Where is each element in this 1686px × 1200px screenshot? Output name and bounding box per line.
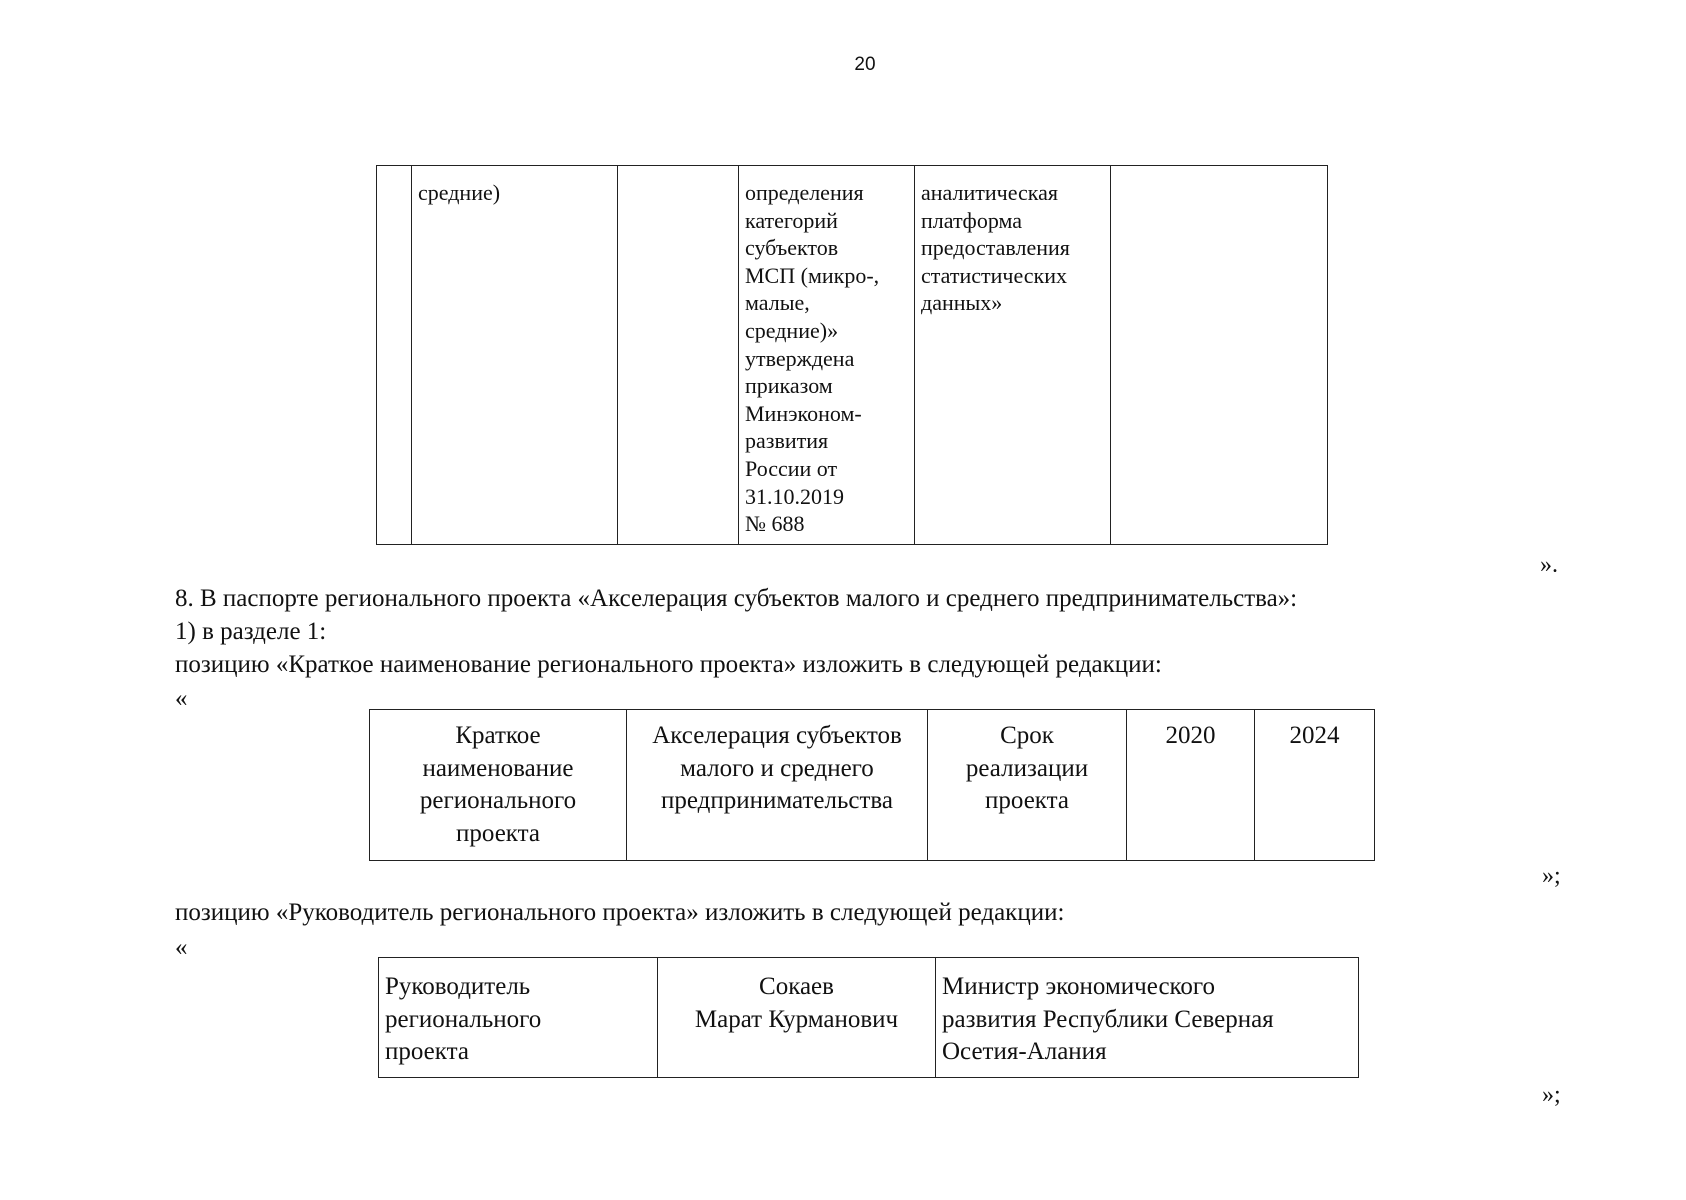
cell-line: утверждена (745, 345, 855, 371)
closing-quote: ». (1540, 552, 1558, 578)
table-cell-start-year: 2020 (1127, 710, 1255, 861)
cell-line: России от (745, 455, 838, 481)
cell-line: проекта (385, 1038, 469, 1065)
cell-line: средние)» (745, 317, 839, 343)
table-cell-empty (1111, 166, 1328, 545)
table-cell-methodology (739, 166, 915, 545)
opening-quote: « (175, 934, 188, 961)
section-heading: 8. В паспорте регионального проекта «Акселерация субъектов малого и среднего предпринимательства»: (175, 585, 1298, 612)
table-cell-category (412, 166, 618, 545)
cell-line: предоставления (921, 235, 1070, 261)
cell-line: Сокаев (759, 973, 834, 1000)
cell-line: Министр экономического (942, 973, 1216, 1000)
cell-line: субъектов (745, 235, 839, 261)
opening-quote: « (175, 685, 188, 712)
closing-quote: »; (1542, 1082, 1561, 1108)
cell-line: платформа (921, 207, 1023, 233)
page-number: 20 (854, 54, 876, 75)
cell-line: средние) (418, 180, 501, 205)
table-cell-empty (618, 166, 739, 545)
table-cell-position (936, 958, 1359, 1078)
table-row (377, 166, 1328, 545)
short-name-table (369, 709, 1375, 861)
cell-line: определения (745, 180, 864, 205)
subsection-heading: 1) в разделе 1: (175, 618, 327, 645)
cell-line: регионального (419, 787, 577, 814)
cell-line: Минэконом- (745, 400, 862, 426)
cell-line: 31.10.2019 (745, 483, 844, 509)
cell-line: малого и среднего (680, 754, 874, 782)
table-cell-person (658, 958, 936, 1078)
cell-line: регионального (385, 1005, 542, 1033)
instruction-text: позицию «Краткое наименование регионального проекта» изложить в следующей редакции: (175, 651, 1162, 678)
cell-line: развития Республики Северная (942, 1005, 1274, 1033)
table-cell-source (915, 166, 1111, 545)
project-leader-table (378, 957, 1359, 1078)
cell-line: категорий (745, 207, 838, 233)
closing-quote: »; (1542, 863, 1561, 889)
cell-line: Марат Курманович (694, 1005, 899, 1033)
table-cell-term-label (928, 710, 1127, 861)
continuation-table (376, 165, 1328, 545)
table-cell-project-name (627, 710, 928, 861)
cell-line: Акселерация субъектов (652, 722, 902, 749)
cell-line: проекта (456, 819, 540, 847)
cell-line: Руководитель (385, 973, 531, 1000)
cell-line: наименование (422, 754, 574, 782)
cell-line: Осетия-Алания (942, 1038, 1107, 1065)
cell-line: статистических (921, 262, 1067, 288)
cell-line: МСП (микро-, (745, 262, 880, 288)
table-cell-label (379, 958, 658, 1078)
table-cell-empty (377, 166, 412, 545)
cell-line: развития (745, 428, 829, 454)
cell-line: данных» (921, 290, 1003, 316)
cell-line: Краткое (455, 722, 541, 749)
table-cell-end-year: 2024 (1255, 710, 1375, 861)
table-row (379, 958, 1359, 1078)
cell-line: проекта (985, 787, 1069, 814)
cell-line: № 688 (745, 511, 805, 537)
instruction-text: позицию «Руководитель регионального проекта» изложить в следующей редакции: (175, 899, 1065, 926)
cell-line: аналитическая (921, 180, 1059, 205)
cell-line: малые, (745, 290, 810, 316)
table-cell-label (370, 710, 627, 861)
table-row (370, 710, 1375, 861)
cell-line: Срок (1000, 722, 1054, 749)
cell-line: приказом (745, 373, 833, 399)
cell-line: реализации (965, 754, 1089, 782)
cell-line: предпринимательства (661, 787, 893, 814)
